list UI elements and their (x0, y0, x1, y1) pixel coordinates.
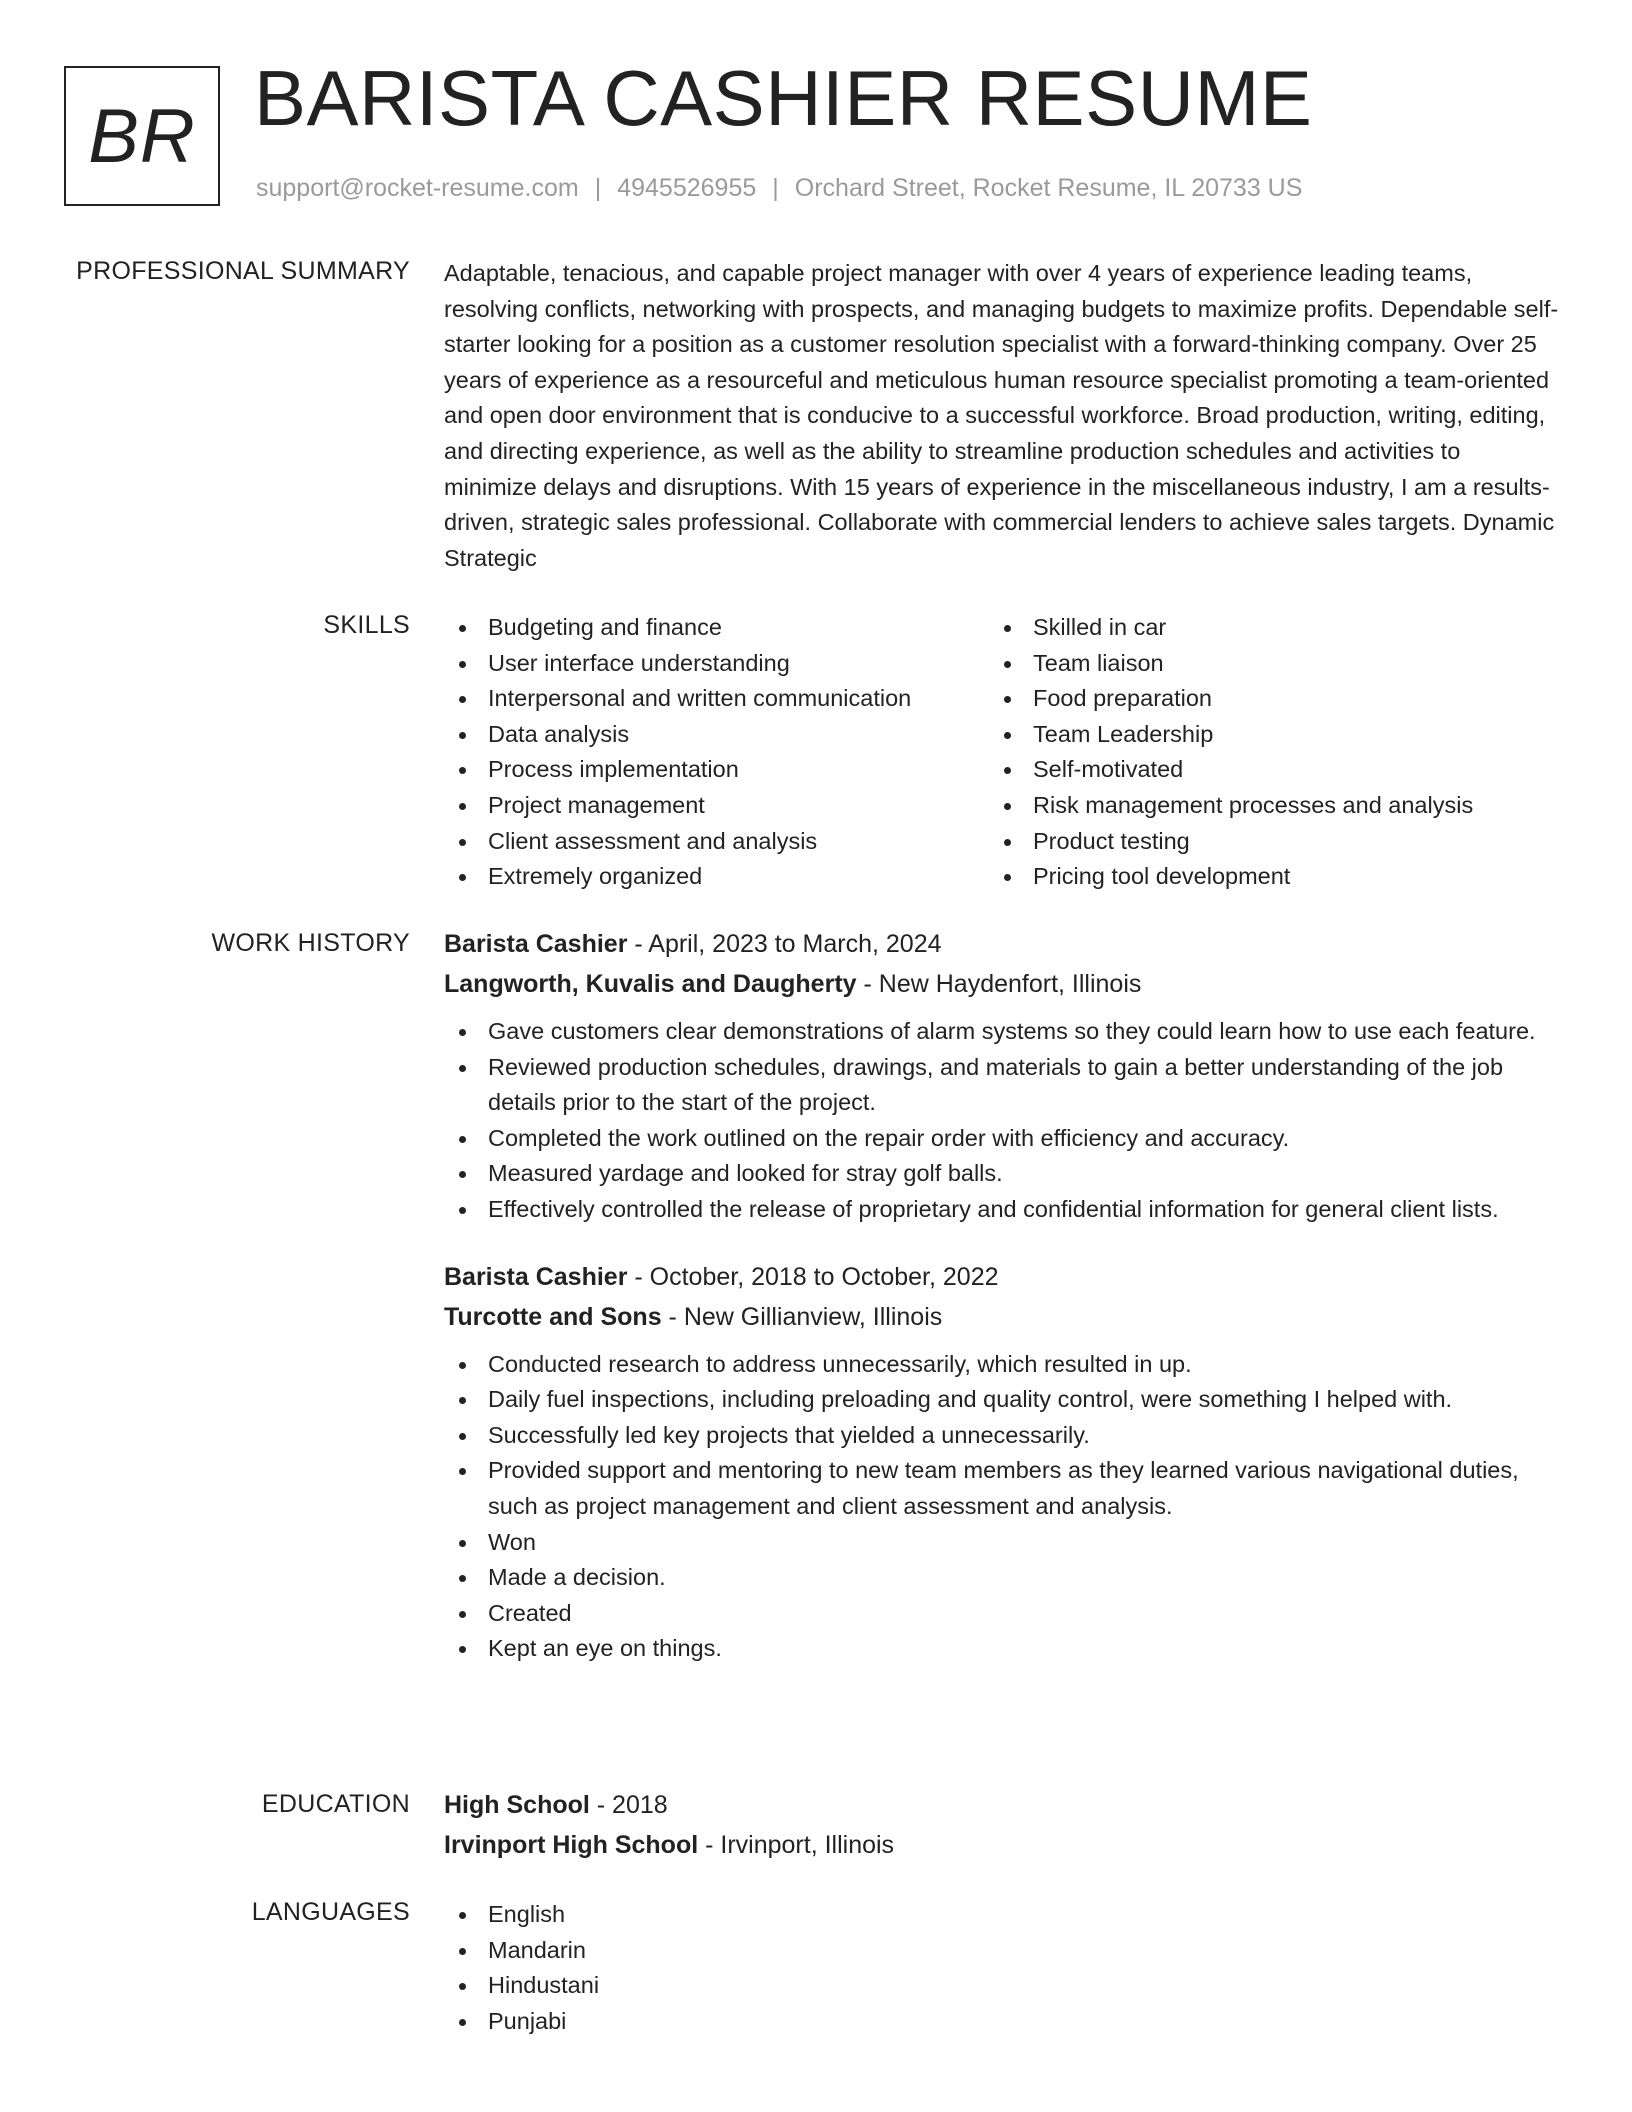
skill-item: Data analysis (444, 717, 989, 753)
education-school: Irvinport High School (444, 1831, 699, 1859)
job-duty: Conducted research to address unnecessarily, which resulted in up. (444, 1347, 1559, 1383)
job-duty: Gave customers clear demonstrations of alarm systems so they could learn how to use each feature. (444, 1014, 1559, 1050)
summary-heading: PROFESSIONAL SUMMARY (76, 257, 410, 285)
skill-item: Extremely organized (444, 859, 989, 895)
job-company-line (444, 964, 1559, 1004)
job-duty: Kept an eye on things. (444, 1631, 1559, 1667)
contact-phone: 4945526955 (617, 174, 757, 202)
job-duty: Successfully led key projects that yielded a unnecessarily. (444, 1418, 1559, 1454)
job-duty: Provided support and mentoring to new team members as they learned various navigational duties, such as project management and client assessment and analysis. (444, 1453, 1559, 1524)
language-item: Mandarin (444, 1933, 1559, 1969)
languages-list (444, 1897, 1559, 2039)
job-location: - New Gillianview, Illinois (661, 1302, 943, 1331)
job-title: Barista Cashier (444, 930, 628, 958)
skill-item: Interpersonal and written communication (444, 681, 989, 717)
contact-line (256, 174, 1302, 203)
job-duty: Daily fuel inspections, including preloading and quality control, were something I helped with. (444, 1382, 1559, 1418)
job-duties-list (444, 1347, 1559, 1667)
skill-item: Budgeting and finance (444, 610, 989, 646)
skill-item: Client assessment and analysis (444, 824, 989, 860)
contact-separator: | (594, 174, 602, 202)
job-duties-list (444, 1014, 1559, 1228)
language-item: Punjabi (444, 2004, 1559, 2040)
job-duty: Completed the work outlined on the repair order with efficiency and accuracy. (444, 1121, 1559, 1157)
job-company: Turcotte and Sons (444, 1302, 662, 1331)
contact-address: Orchard Street, Rocket Resume, IL 20733 US (794, 174, 1303, 202)
job-company: Langworth, Kuvalis and Daugherty (444, 970, 857, 998)
education-degree-line (444, 1785, 1559, 1825)
job-entry (444, 924, 1559, 1228)
skill-item: Process implementation (444, 752, 989, 788)
skill-item: Skilled in car (989, 610, 1534, 646)
skill-item: Self-motivated (989, 752, 1534, 788)
work-history-heading: WORK HISTORY (211, 929, 410, 957)
skills-list-right (989, 610, 1534, 895)
job-duty: Made a decision. (444, 1560, 1559, 1596)
monogram-logo: BR (64, 66, 220, 206)
skill-item: Team liaison (989, 646, 1534, 682)
skill-item: User interface understanding (444, 646, 989, 682)
job-duty: Created (444, 1596, 1559, 1632)
contact-separator: | (772, 174, 779, 202)
contact-email: support@rocket-resume.com (256, 174, 579, 202)
job-dates: - April, 2023 to March, 2024 (627, 930, 942, 958)
job-duty: Won (444, 1525, 1559, 1561)
education-degree: High School (444, 1791, 590, 1819)
job-company-line (444, 1297, 1559, 1337)
job-duty: Effectively controlled the release of proprietary and confidential information for general client lists. (444, 1192, 1559, 1228)
language-item: English (444, 1897, 1559, 1933)
skill-item: Product testing (989, 824, 1534, 860)
skills-list-left (444, 610, 989, 895)
education-heading: EDUCATION (261, 1790, 410, 1818)
job-dates: - October, 2018 to October, 2022 (627, 1262, 999, 1291)
education-school-line (444, 1825, 1559, 1865)
skill-item: Food preparation (989, 681, 1534, 717)
skill-item: Pricing tool development (989, 859, 1534, 895)
education-year: - 2018 (589, 1791, 668, 1819)
job-entry (444, 1257, 1559, 1667)
job-duty: Measured yardage and looked for stray golf balls. (444, 1156, 1559, 1192)
resume-title: BARISTA CASHIER RESUME (254, 54, 1313, 142)
education-location: - Irvinport, Illinois (698, 1831, 895, 1859)
job-title: Barista Cashier (444, 1262, 628, 1291)
skills-heading: SKILLS (323, 611, 410, 639)
job-duty: Reviewed production schedules, drawings, and materials to gain a better understanding of the job details prior to the start of the project. (444, 1050, 1559, 1121)
language-item: Hindustani (444, 1968, 1559, 2004)
job-title-line (444, 1257, 1559, 1297)
skill-item: Team Leadership (989, 717, 1534, 753)
summary-text: Adaptable, tenacious, and capable project manager with over 4 years of experience leading teams, resolving conflicts, networking with prospects, and managing budgets to maximize profits. Dependable self-starter looking for a position as a customer resolution specialist with a forward-thinking company. Over 25 years of experience as a resourceful and meticulous human resource specialist promoting a team-oriented and open door environment that is conducive to a successful workforce. Broad production, writing, editing, and directing experience, as well as the ability to streamline production schedules and activities to minimize delays and disruptions. With 15 years of experience in the miscellaneous industry, I am a results-driven, strategic sales professional. Collaborate with commercial lenders to achieve sales targets. Dynamic Strategic (444, 260, 1559, 571)
skill-item: Risk management processes and analysis (989, 788, 1534, 824)
skill-item: Project management (444, 788, 989, 824)
languages-heading: LANGUAGES (251, 1898, 410, 1926)
job-location: - New Haydenfort, Illinois (856, 970, 1142, 998)
job-title-line (444, 924, 1559, 964)
